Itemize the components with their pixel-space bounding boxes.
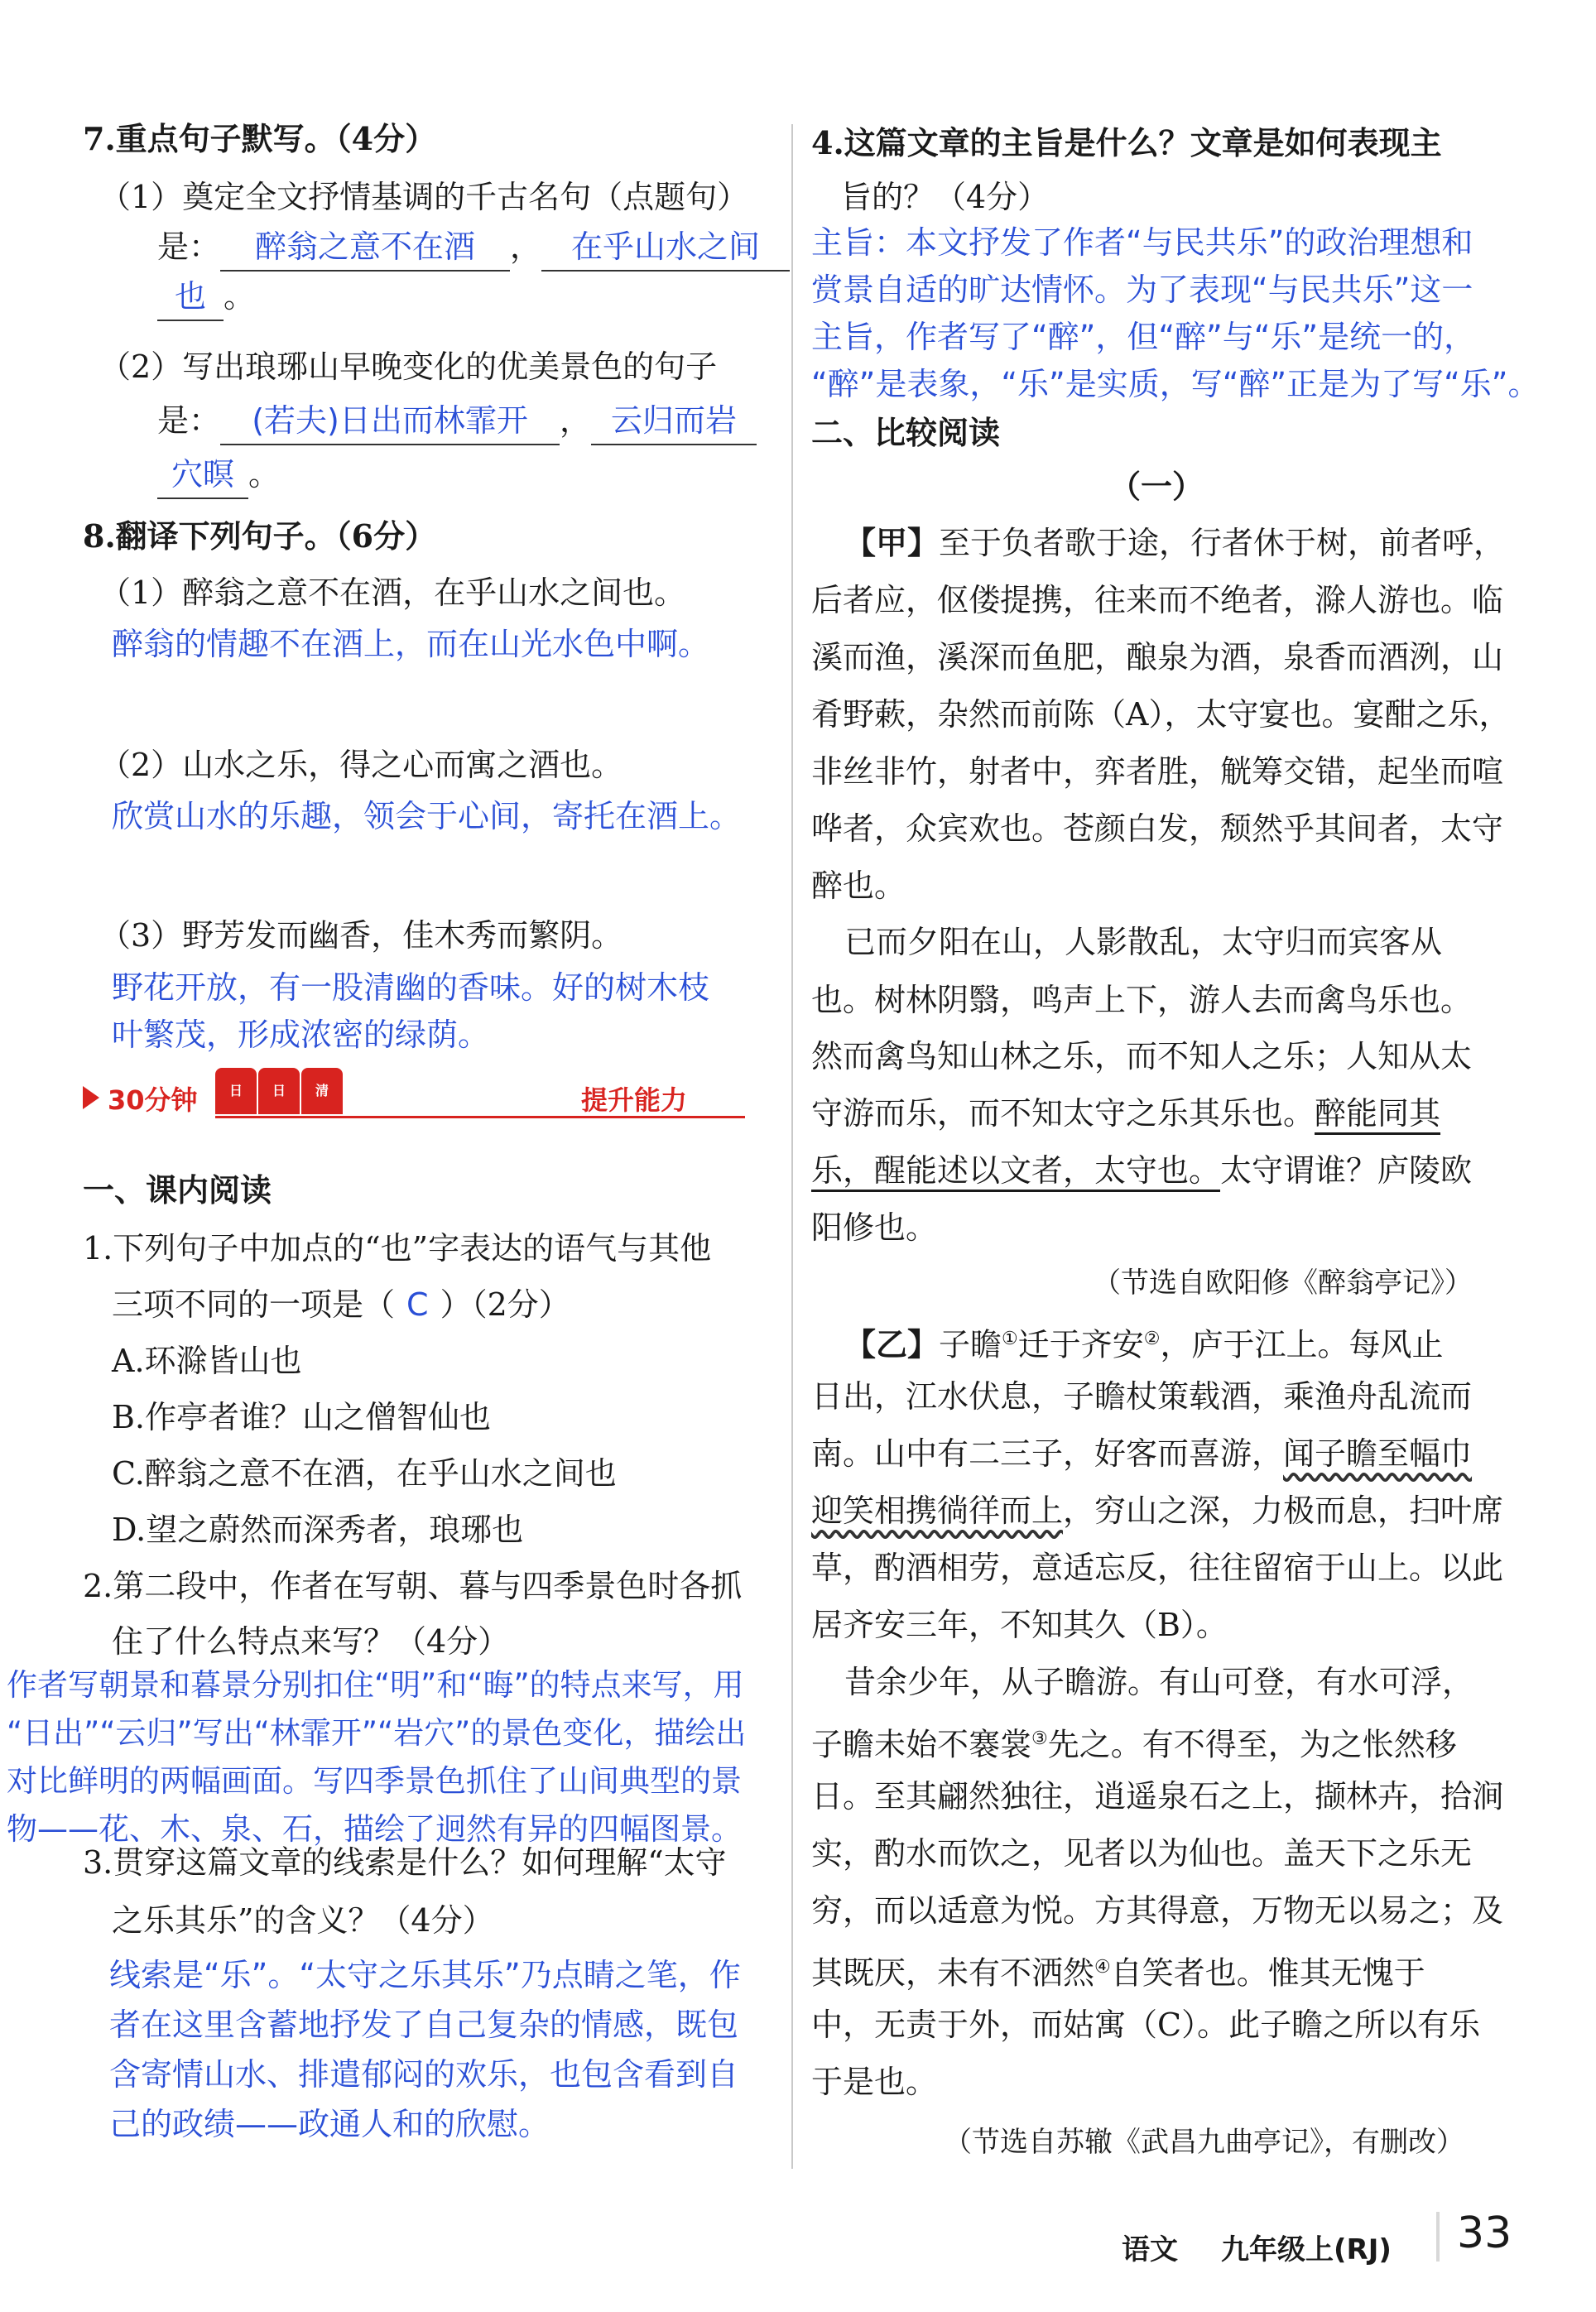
q8-title: 8.翻译下列句子。（6分） (83, 517, 437, 555)
banner-tag-3: 清 (301, 1068, 343, 1114)
subsection-1: （一） (1109, 468, 1204, 505)
jia-line3: 溪而渔，溪深而鱼肥，酿泉为酒，泉香而酒洌，山 (811, 639, 1504, 675)
yi-line8 (811, 1716, 1457, 1768)
q7-p1-answer-c: 也 (157, 273, 224, 321)
yi-line7: 昔余少年，从子瞻游。有山可登，有水可浮， (844, 1664, 1474, 1700)
q3-answer-line4: 己的政绩——政通人和的欣慰。 (109, 2106, 550, 2142)
q1-line2-pre: 三项不同的一项是（ (112, 1286, 396, 1323)
column-divider (791, 124, 793, 2169)
yi-line4 (811, 1488, 1503, 1534)
yi-footnote-4: ④ (1094, 1957, 1111, 1978)
q7-p2-line1: （2）写出琅琊山早晚变化的优美景色的句子 (99, 348, 718, 385)
jia-line11 (811, 1090, 1440, 1137)
footer-subject: 语文 (1122, 2233, 1178, 2266)
q8-a3-line1: 野花开放，有一股清幽的香味。好的树木枝 (112, 969, 710, 1006)
jia-l12b: 太守谓谁？庐陵欧 (1220, 1152, 1473, 1189)
jia-line9: 也。树林阴翳，鸣声上下，游人去而禽鸟乐也。 (811, 982, 1473, 1018)
q3-line2: 之乐其乐”的含义？（4分） (112, 1902, 494, 1939)
yi-line1 (844, 1316, 1444, 1368)
q4-line2: 旨的？（4分） (840, 179, 1050, 215)
yi-line3 (811, 1430, 1472, 1477)
footer-grade: 九年级上(RJ) (1221, 2233, 1392, 2266)
jia-l11a: 守游而乐，而不知太守之乐其乐也。 (811, 1095, 1315, 1132)
q7-p1-comma: ， (510, 228, 542, 265)
yi-l1b: 迁于齐安 (1017, 1326, 1144, 1363)
q1-option-d: D.望之蔚然而深秀者，琅琊也 (112, 1512, 524, 1548)
jia-line7: 醉也。 (811, 868, 906, 904)
jia-line12 (811, 1147, 1472, 1194)
yi-line13: 中，无责于外，而姑寓（C）。此子瞻之所以有乐 (811, 2007, 1481, 2043)
q7-p2-prefix: 是： (157, 402, 221, 439)
q2-answer-line2: “日出”“云归”写出“林霏开”“岩穴”的景色变化，描绘出 (7, 1715, 747, 1751)
q4-answer-line4: “醉”是表象，“乐”是实质，写“醉”正是为了写“乐”。 (811, 366, 1540, 402)
yi-l3b-wavy: 闻子瞻至幅巾 (1283, 1435, 1473, 1472)
q2-answer-line4: 物——花、木、泉、石，描绘了迥然有异的四幅图景。 (7, 1811, 742, 1847)
yi-line14: 于是也。 (811, 2064, 938, 2100)
q1-option-a: A.环滁皆山也 (112, 1343, 302, 1379)
q1-line2-post: ）（2分） (440, 1286, 570, 1323)
yi-l8b: 先之。有不得至，为之怅然移 (1047, 1726, 1457, 1763)
yi-l1c: ，庐于江上。每风止 (1160, 1326, 1444, 1363)
q8-a1: 醉翁的情趣不在酒上，而在山光水色中啊。 (112, 626, 710, 662)
q8-s3: （3）野芳发而幽香，佳木秀而繁阴。 (99, 917, 623, 954)
q7-p2-end: 。 (248, 456, 281, 493)
yi-l1a: 子瞻 (939, 1326, 1002, 1363)
q2-answer-line1: 作者写朝景和暮景分别扣住“明”和“晦”的特点来写，用 (7, 1667, 744, 1703)
yi-line9: 日。至其翩然独往，逍遥泉石之上，撷林卉，拾涧 (811, 1778, 1504, 1815)
section1-heading: 一、课内阅读 (83, 1171, 272, 1209)
q7-p2-answer-c: 穴暝 (157, 451, 248, 499)
q7-p1-answer-a: 醉翁之意不在酒 (220, 224, 510, 272)
yi-source: （节选自苏辙《武昌九曲亭记》，有删改） (944, 2126, 1464, 2159)
banner-arrow-icon (83, 1086, 99, 1109)
yi-line10: 实，酌水而饮之，见者以为仙也。盖天下之乐无 (811, 1835, 1473, 1872)
q4-answer-line1: 主旨：本文抒发了作者“与民共乐”的政治理想和 (811, 224, 1473, 261)
jia-line6: 哗者，众宾欢也。苍颜白发，颓然乎其间者，太守 (811, 810, 1504, 847)
yi-line11: 穷，而以适意为悦。方其得意，万物无以易之；及 (811, 1892, 1504, 1929)
q7-p2-answer-line2 (157, 451, 280, 499)
yi-line5: 草，酌酒相劳，意适忘反，往往留宿于山上。以此 (811, 1550, 1504, 1586)
q3-answer-line1: 线索是“乐”。“太守之乐其乐”乃点睛之笔，作 (109, 1957, 741, 1993)
q7-p1-end: 。 (224, 278, 256, 315)
section2-heading: 二、比较阅读 (811, 414, 1001, 451)
q4-line1: 4.这篇文章的主旨是什么？文章是如何表现主 (811, 124, 1442, 161)
jia-line4: 肴野蔌，杂然而前陈（A），太守宴也。宴酣之乐， (811, 696, 1511, 733)
jia-l1: 至于负者歌于途，行者休于树，前者呼， (939, 525, 1506, 561)
q7-p2-answer-line (157, 397, 757, 445)
q2-answer-line3: 对比鲜明的两幅画面。写四季景色抓住了山间典型的景 (7, 1763, 742, 1799)
jia-line13: 阳修也。 (811, 1209, 938, 1246)
q8-a3-line2: 叶繁茂，形成浓密的绿荫。 (112, 1017, 490, 1053)
q1-option-b: B.作亭者谁？山之僧智仙也 (112, 1399, 492, 1435)
q1-line1: 1.下列句子中加点的“也”字表达的语气与其他 (83, 1230, 712, 1267)
q7-p2-comma: ， (560, 402, 592, 439)
q3-answer-line2: 者在这里含蓄地抒发了自己复杂的情感，既包 (109, 2007, 739, 2043)
q7-title: 7.重点句子默写。（4分） (83, 120, 437, 157)
q2-line1: 2.第二段中，作者在写朝、暮与四季景色时各抓 (83, 1568, 743, 1604)
jia-line2: 后者应，伛偻提携，往来而不绝者，滁人游也。临 (811, 582, 1504, 618)
yi-l3a: 南。山中有二三子，好客而喜游， (811, 1435, 1284, 1472)
banner-tag-2: 日 (258, 1068, 300, 1114)
q1-answer: C (406, 1286, 429, 1323)
q3-line1: 3.贯穿这篇文章的线索是什么？如何理解“太守 (83, 1844, 727, 1881)
q1-option-c: C.醉翁之意不在酒，在乎山水之间也 (112, 1455, 617, 1492)
banner-tag-1: 日 (215, 1068, 257, 1114)
q8-s2: （2）山水之乐，得之心而寓之酒也。 (99, 747, 623, 783)
jia-line1 (844, 520, 1505, 566)
yi-line2: 日出，江水伏息，子瞻杖策载酒，乘渔舟乱流而 (811, 1378, 1473, 1415)
jia-l11b-underlined: 醉能同其 (1315, 1095, 1441, 1132)
jia-source: （节选自欧阳修《醉翁亭记》） (1093, 1267, 1473, 1300)
q7-p1-prefix: 是： (157, 228, 221, 265)
jia-line5: 非丝非竹，射者中，弈者胜，觥筹交错，起坐而喧 (811, 753, 1504, 790)
jia-l12a-underlined: 乐，醒能述以文者，太守也。 (811, 1152, 1221, 1189)
q7-p2-answer-a: (若夫)日出而林霏开 (220, 397, 560, 445)
q4-answer-line2: 赏景自适的旷达情怀。为了表现“与民共乐”这一 (811, 272, 1473, 308)
yi-l4a-wavy: 迎笑相携徜徉而上 (811, 1492, 1064, 1529)
yi-l4b: ，穷山之深，力极而息，扫叶席 (1063, 1492, 1504, 1529)
q1-line2 (112, 1281, 570, 1328)
q7-p1-answer-line (157, 224, 790, 272)
section-banner (83, 1068, 687, 1134)
yi-footnote-1: ① (1002, 1329, 1018, 1349)
q7-p1-line1: （1）奠定全文抒情基调的千古名句（点题句） (99, 179, 749, 215)
yi-line12 (811, 1944, 1425, 1997)
q7-p2-answer-b: 云归而岩 (591, 397, 757, 445)
q2-line2: 住了什么特点来写？（4分） (112, 1623, 510, 1660)
jia-line10: 然而禽鸟知山林之乐，而不知人之乐；人知从太 (811, 1038, 1473, 1074)
jia-mark: 【甲】 (844, 524, 940, 561)
q4-answer-line3: 主旨，作者写了“醉”，但“醉”与“乐”是统一的， (811, 319, 1476, 355)
q3-answer-line3: 含寄情山水、排遣郁闷的欢乐，也包含看到自 (109, 2056, 739, 2093)
yi-footnote-2: ② (1143, 1329, 1161, 1349)
yi-mark: 【乙】 (844, 1325, 940, 1363)
yi-footnote-3: ③ (1031, 1728, 1048, 1749)
banner-tags (215, 1068, 344, 1114)
q7-p1-answer-b: 在乎山水之间 (541, 224, 790, 272)
yi-l12b: 自笑者也。惟其无愧于 (1110, 1954, 1425, 1992)
page-number: 33 (1457, 2209, 1512, 2258)
yi-line6: 居齐安三年，不知其久（B）。 (811, 1607, 1228, 1643)
q8-s1: （1）醉翁之意不在酒，在乎山水之间也。 (99, 574, 686, 611)
banner-time: 30分钟 (108, 1084, 198, 1116)
q8-a2: 欣赏山水的乐趣，领会于心间，寄托在酒上。 (112, 798, 742, 834)
jia-line8: 已而夕阳在山，人影散乱，太守归而宾客从 (844, 924, 1443, 960)
q7-p1-answer-line2 (157, 273, 255, 321)
yi-l12a: 其既厌，未有不洒然 (811, 1954, 1095, 1992)
yi-l8a: 子瞻未始不褰裳 (811, 1726, 1032, 1763)
footer-divider (1436, 2212, 1440, 2262)
banner-label: 提升能力 (580, 1084, 687, 1116)
